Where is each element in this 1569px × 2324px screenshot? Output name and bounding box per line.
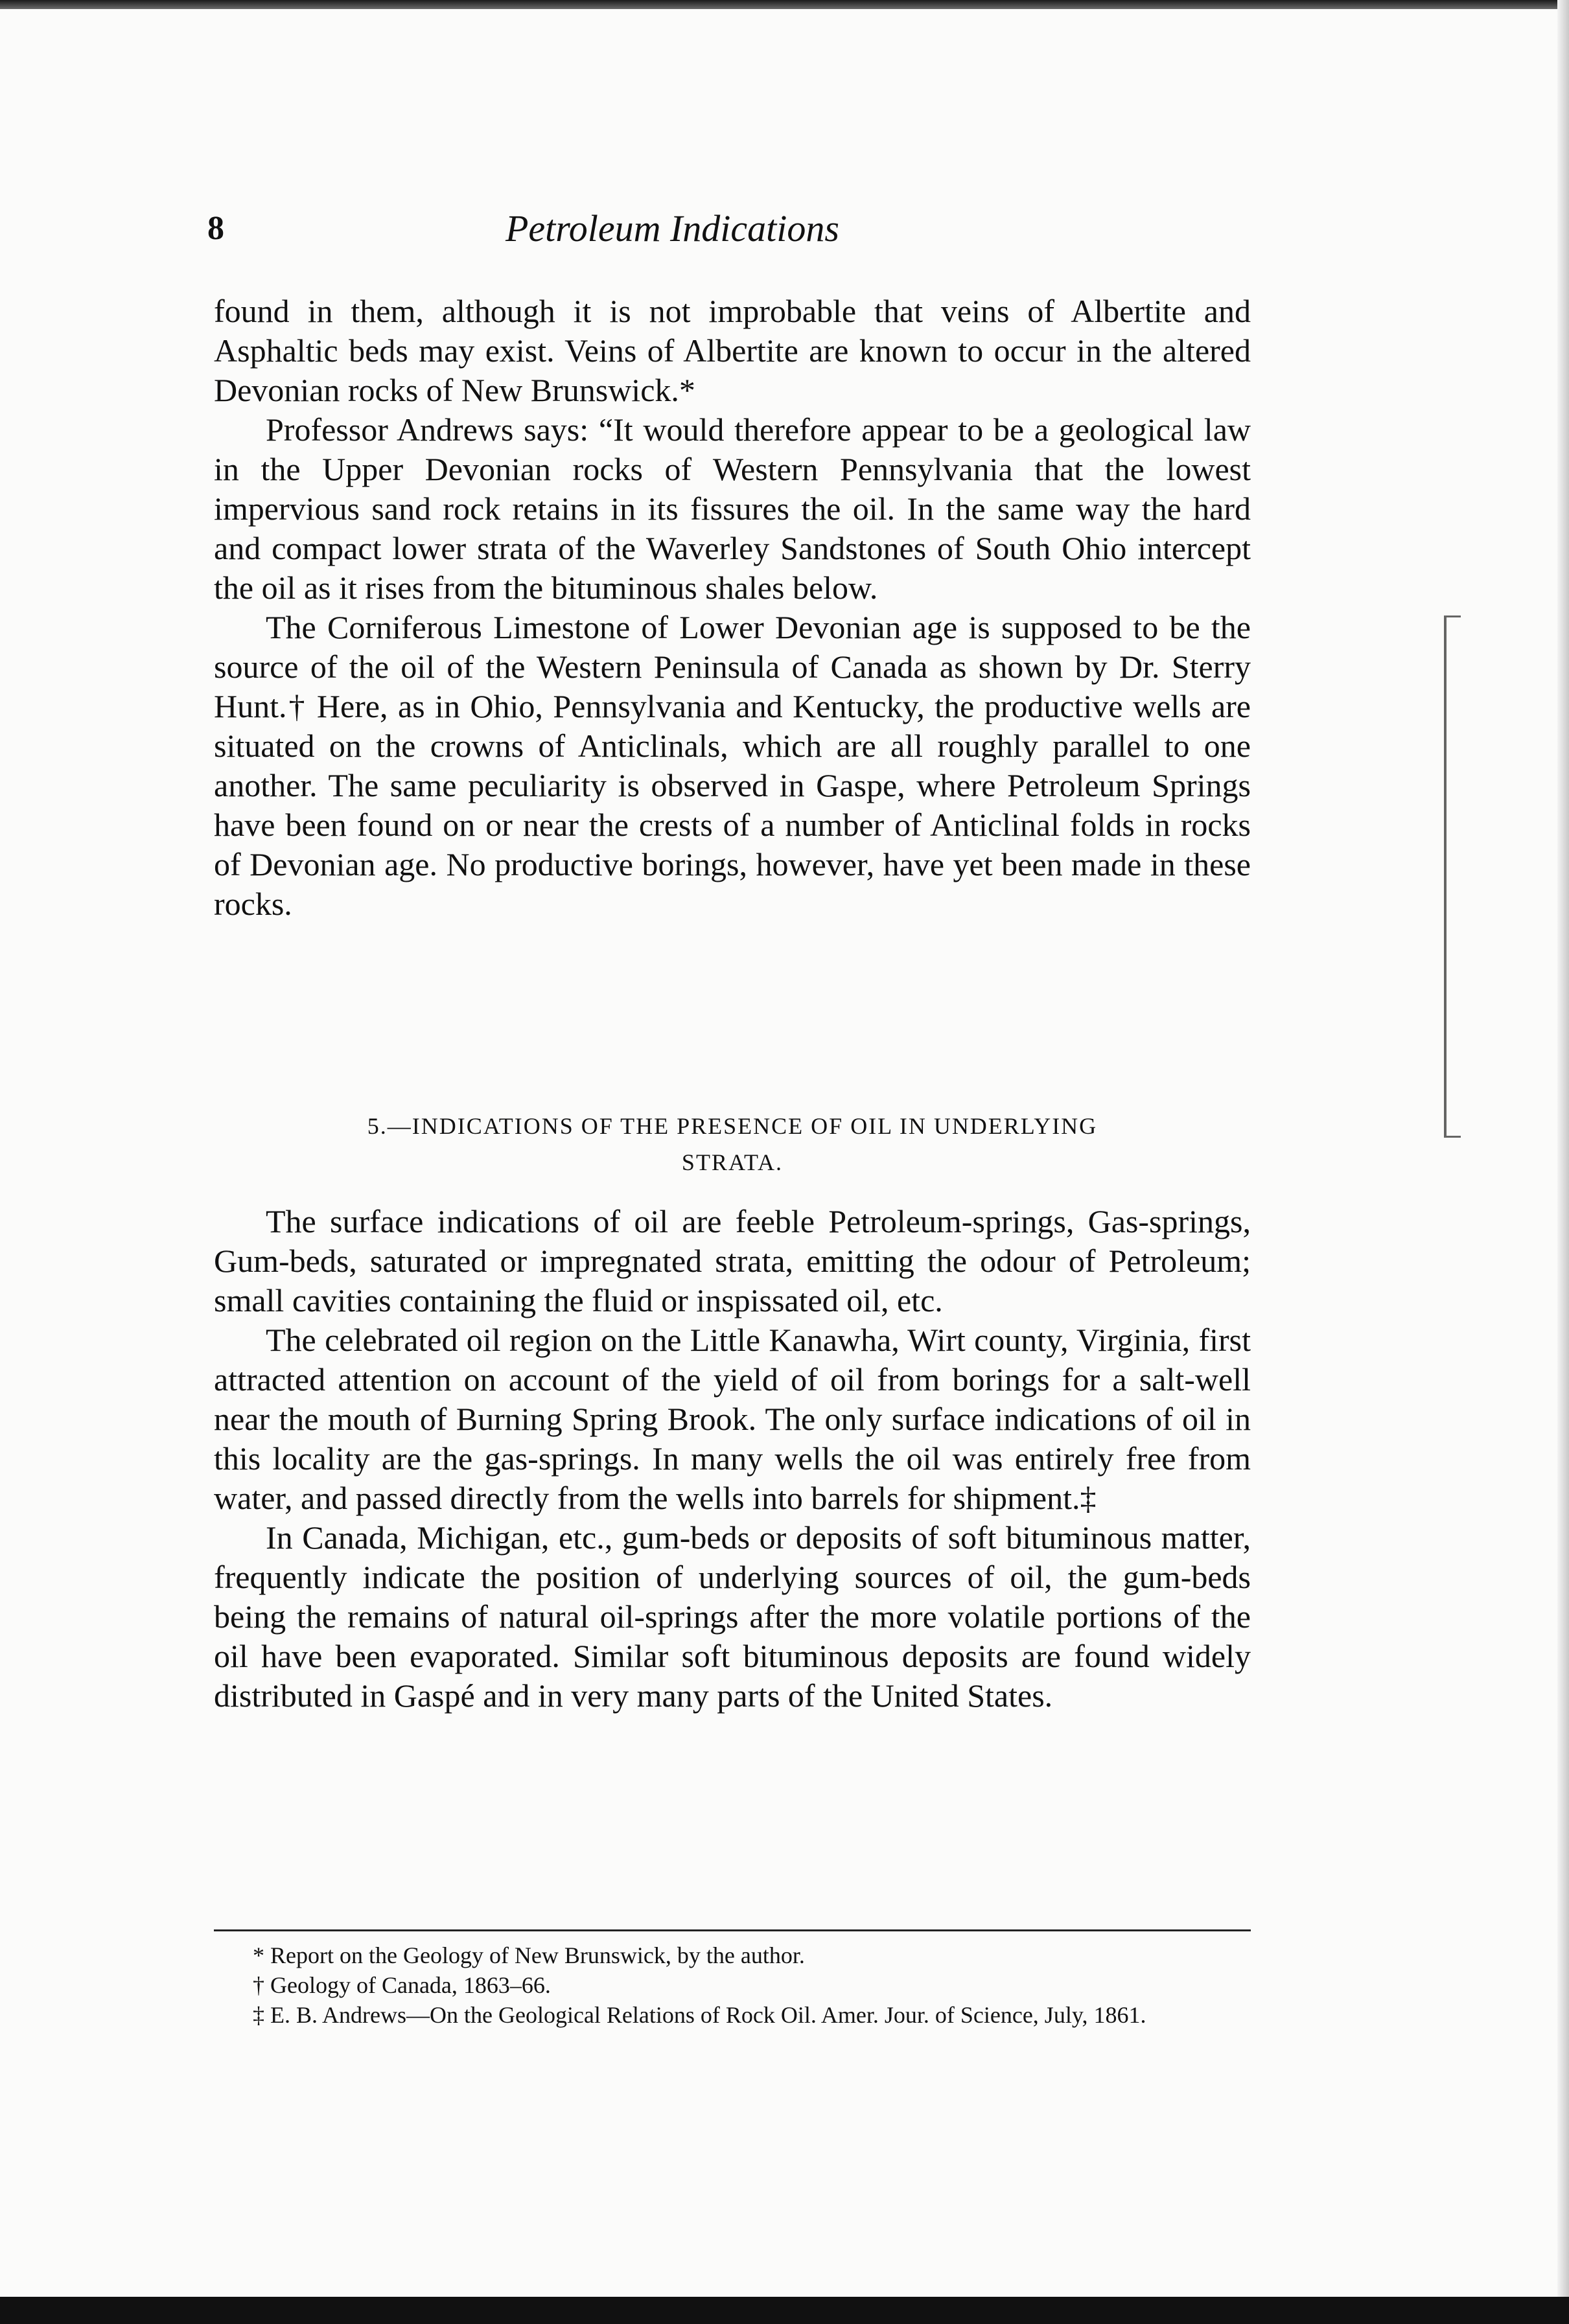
section-heading-line2: STRATA. [681,1149,784,1175]
footnote-2: † Geology of Canada, 1863–66. [253,1972,551,1998]
paragraph-kanawha: The celebrated oil region on the Little Kanawha, Wirt county, Virginia, first attracted attention on account of the yield of oil from borings for a salt-well near the mouth of Burning Spring Brook. The only surface indications of oil in this locality are the gas-springs. In many wells the oil was entirely free from water, and passed directly from the wells into barrels for shipment.‡ [214,1322,1251,1516]
scan-bottom-border [0,2297,1569,2324]
footnote-3: ‡ E. B. Andrews—On the Geological Relations of Rock Oil. Amer. Jour. of Science, July, 1861. [253,2002,1146,2028]
footnote-1: * Report on the Geology of New Brunswick, by the author. [253,1942,805,1968]
body-text-section [214,1202,1251,1716]
footnotes [214,1940,1251,2030]
page-number: 8 [207,210,224,247]
body-text-top [214,292,1251,924]
paragraph-continued: found in them, although it is not improbable that veins of Albertite and Asphaltic beds may exist. Veins of Albertite are known to occur in the altered Devonian rocks of New Brunswick.* [214,293,1251,408]
paragraph-andrews-quote: Professor Andrews says: “It would therefore appear to be a geological law in the Upper Devonian rocks of Western Pennsylvania that the lowest impervious sand rock retains in its fissures the oil. In the same way the hard and compact lower strata of the Waverley Sandstones of South Ohio intercept the oil as it rises from the bituminous shales below. [214,411,1251,606]
paragraph-surface-indications: The surface indications of oil are feeble Petroleum-springs, Gas-springs, Gum-beds, saturated or impregnated strata, emitting the odour of Petroleum; small cavities containing the fluid or inspissated oil, etc. [214,1203,1251,1318]
section-heading [214,1108,1251,1180]
margin-bracket-mark [1444,616,1461,1138]
section-heading-line1: 5.—INDICATIONS OF THE PRESENCE OF OIL IN UNDERLYING [367,1113,1098,1139]
running-title: Petroleum Indications [506,207,839,249]
paragraph-gum-beds: In Canada, Michigan, etc., gum-beds or deposits of soft bituminous matter, frequently indicate the position of underlying sources of oil, the gum-beds being the remains of natural oil-springs after the more volatile portions of the oil have been evaporated. Similar soft bituminous deposits are found widely distributed in Gaspé and in very many parts of the United States. [214,1519,1251,1714]
footnote-rule [214,1929,1251,1931]
page-header [207,206,1251,258]
paragraph-corniferous: The Corniferous Limestone of Lower Devonian age is supposed to be the source of the oil of the Western Peninsula of Canada as shown by Dr. Sterry Hunt.† Here, as in Ohio, Pennsylvania and Kentucky, the productive wells are situated on the crowns of Anticlinals, which are all roughly parallel to one another. The same peculiarity is observed in Gaspe, where Petroleum Springs have been found on or near the crests of a number of Anticlinal folds in rocks of Devonian age. No productive borings, however, have yet been made in these rocks. [214,609,1251,922]
scan-top-border [0,0,1569,9]
page-right-edge [1557,0,1569,2324]
